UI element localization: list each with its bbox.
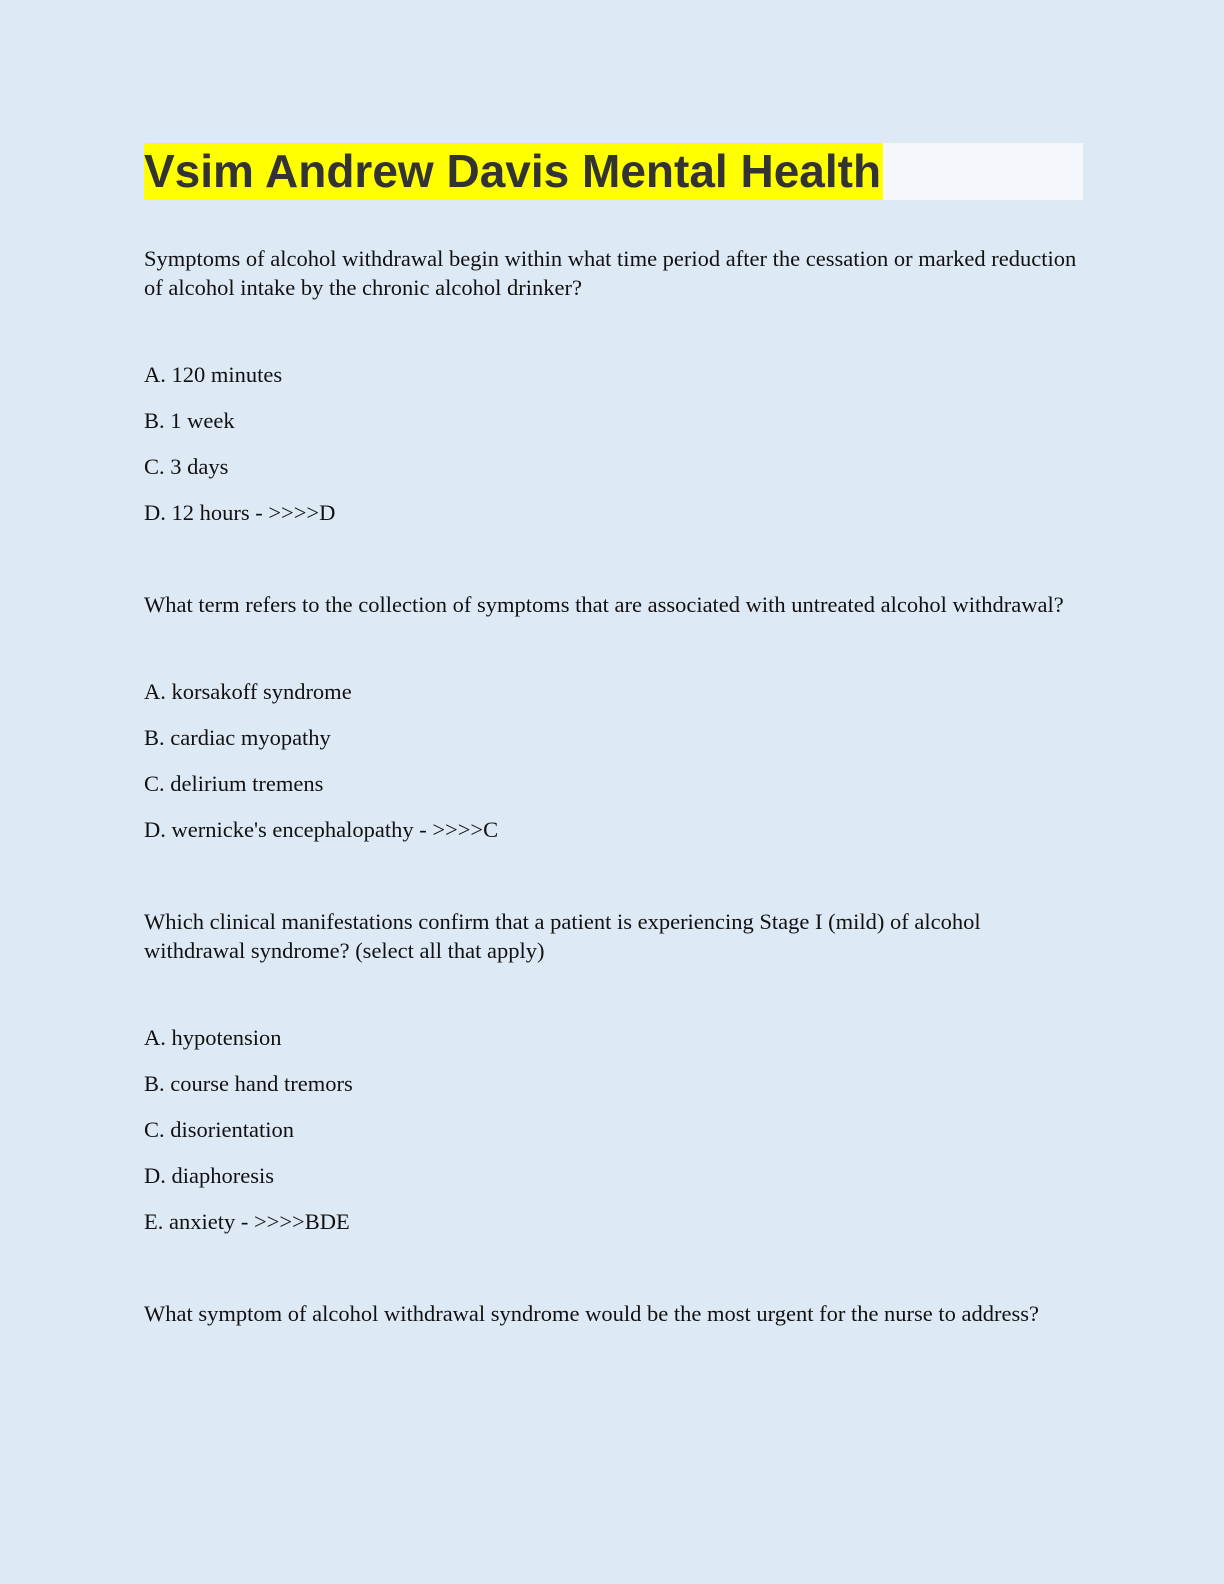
question-text: What term refers to the collection of symptoms that are associated with untreated alcohol withdrawal?	[144, 592, 1064, 617]
option-item: A. 120 minutes	[144, 362, 283, 387]
option-item: B. cardiac myopathy	[144, 725, 331, 750]
option-item: A. hypotension	[144, 1025, 282, 1050]
title-bar	[144, 143, 1083, 200]
options-list	[144, 677, 1084, 861]
question-text: Which clinical manifestations confirm that a patient is experiencing Stage I (mild) of alcohol withdrawal syndrome? (select all that apply)	[144, 909, 981, 963]
option-item: B. course hand tremors	[144, 1071, 353, 1096]
question-block-3	[144, 907, 1084, 1253]
page-title: Vsim Andrew Davis Mental Health	[144, 143, 883, 200]
options-list	[144, 1023, 1084, 1253]
question-block-2	[144, 590, 1084, 861]
option-item: E. anxiety - >>>>BDE	[144, 1209, 350, 1234]
option-item: D. diaphoresis	[144, 1163, 274, 1188]
question-block-1	[144, 244, 1084, 544]
option-item: D. wernicke's encephalopathy - >>>>C	[144, 817, 499, 842]
options-list	[144, 360, 1084, 544]
option-item: D. 12 hours - >>>>D	[144, 500, 336, 525]
option-item: A. korsakoff syndrome	[144, 679, 352, 704]
option-item: C. 3 days	[144, 454, 229, 479]
document-page	[144, 143, 1084, 1328]
option-item: C. disorientation	[144, 1117, 294, 1142]
question-text: What symptom of alcohol withdrawal syndrome would be the most urgent for the nurse to address?	[144, 1301, 1040, 1326]
option-item: B. 1 week	[144, 408, 235, 433]
question-block-4	[144, 1299, 1084, 1328]
option-item: C. delirium tremens	[144, 771, 324, 796]
question-text: Symptoms of alcohol withdrawal begin within what time period after the cessation or marked reduction of alcohol intake by the chronic alcohol drinker?	[144, 246, 1077, 300]
